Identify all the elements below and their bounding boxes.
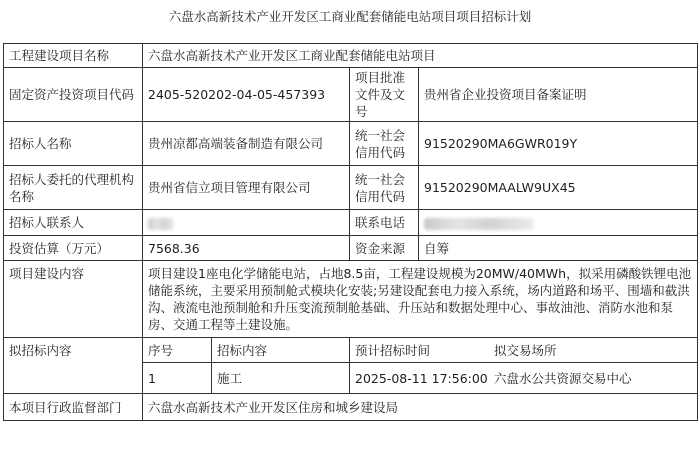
table-row [4, 68, 698, 122]
tenderer-credit-code-value: 91520290MA6GWR019Y [419, 122, 698, 166]
tenderer-credit-code-label: 统一社会信用代码 [350, 122, 419, 166]
investment-label: 投资估算（万元） [4, 236, 143, 261]
fund-source-value: 自筹 [419, 236, 698, 261]
plan-header-no: 序号 [143, 338, 212, 363]
approval-doc-label: 项目批准文件及文号 [350, 68, 419, 122]
table-row [4, 394, 698, 421]
table-row [4, 166, 698, 210]
redacted-contact-name [148, 218, 174, 230]
project-name-value: 六盘水高新技术产业开发区工商业配套储能电站项目 [143, 44, 698, 68]
content-label: 项目建设内容 [4, 261, 143, 338]
contact-person-value [143, 210, 350, 236]
plan-header-place: 拟交易场所 [494, 342, 557, 358]
agent-name-value: 贵州省信立项目管理有限公司 [143, 166, 350, 210]
plan-item-place: 六盘水公共资源交易中心 [494, 370, 632, 386]
table-row [4, 122, 698, 166]
investment-value: 7568.36 [143, 236, 350, 261]
plan-header-time: 预计招标时间 [355, 342, 431, 358]
redacted-phone-number [424, 218, 534, 230]
table-row [4, 338, 698, 363]
plan-header-content: 招标内容 [212, 338, 350, 363]
plan-item-no: 1 [143, 363, 212, 394]
agent-name-label: 招标人委托的代理机构名称 [4, 166, 143, 210]
plan-item-content: 施工 [212, 363, 350, 394]
plan-header-time-place [350, 338, 698, 363]
project-code-label: 固定资产投资项目代码 [4, 68, 143, 122]
tender-plan-table [3, 43, 698, 421]
contact-person-label: 招标人联系人 [4, 210, 143, 236]
table-row [4, 236, 698, 261]
supervisor-value: 六盘水高新技术产业开发区住房和城乡建设局 [143, 394, 698, 421]
page-title: 六盘水高新技术产业开发区工商业配套储能电站项目项目招标计划 [168, 9, 532, 24]
contact-phone-value [419, 210, 698, 236]
plan-label: 拟招标内容 [4, 338, 143, 394]
table-row [4, 210, 698, 236]
tenderer-name-value: 贵州凉都高端装备制造有限公司 [143, 122, 350, 166]
table-row [4, 44, 698, 68]
plan-item-time: 2025-08-11 17:56:00 [355, 370, 488, 386]
agent-credit-code-value: 91520290MAALW9UX45 [419, 166, 698, 210]
approval-doc-value: 贵州省企业投资项目备案证明 [419, 68, 698, 122]
tenderer-name-label: 招标人名称 [4, 122, 143, 166]
supervisor-label: 本项目行政监督部门 [4, 394, 143, 421]
plan-item-time-place [350, 363, 698, 394]
agent-credit-code-label: 统一社会信用代码 [350, 166, 419, 210]
contact-phone-label: 联系电话 [350, 210, 419, 236]
content-value: 项目建设1座电化学储能电站，占地8.5亩，工程建设规模为20MW/40MWh，拟采用磷酸铁锂电池储能系统，主要采用预制舱式模块化安装;另建设配套电力接入系统，场内道路和场平、围墙和截洪沟、液流电池预制舱和升压变流预制舱基础、升压站和数据处理中心、事故油池、消防水池和泵房、交通工程等土建设施。 [143, 261, 698, 338]
project-name-label: 工程建设项目名称 [4, 44, 143, 68]
project-code-value: 2405-520202-04-05-457393 [143, 68, 350, 122]
table-row [4, 261, 698, 338]
fund-source-label: 资金来源 [350, 236, 419, 261]
